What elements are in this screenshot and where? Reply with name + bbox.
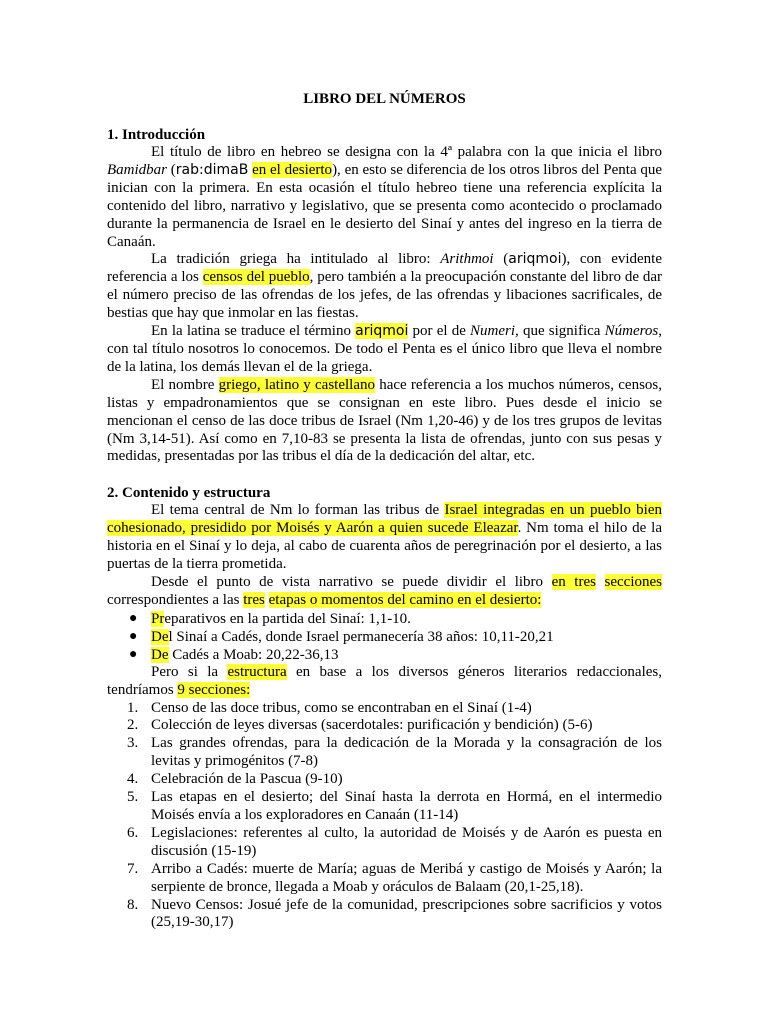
list-text: Las etapas en el desierto; del Sinaí hasta la derrota en Hormá, en el intermedio Moisés envía a los exploradores en Canaán (11-14): [151, 789, 662, 823]
text-run: (: [167, 161, 176, 178]
text-run: Desde el punto de vista narrativo se puede dividir el libro: [151, 573, 552, 590]
text-run: , que significa: [515, 323, 605, 340]
highlight: estructura: [227, 663, 287, 680]
highlight: censos del pueblo: [202, 269, 310, 286]
list-number: 2.: [127, 717, 139, 734]
list-text: Colección de leyes diversas (sacerdotales: purificación y bendición) (5-6): [151, 717, 593, 734]
paragraph-intro-1: [107, 144, 662, 251]
bullet-icon: ●: [129, 646, 138, 662]
paragraph-intro-4: [107, 377, 662, 467]
list-number: 1.: [127, 699, 139, 716]
italic-term: Arithmoi: [440, 251, 494, 268]
bullet-icon: ●: [129, 628, 138, 644]
text-run: El tema central de Nm lo forman las tribus de: [151, 502, 445, 519]
section-heading-introduccion: 1. Introducción: [107, 127, 206, 143]
list-item: [107, 861, 662, 897]
section-heading-contenido: 2. Contenido y estructura: [107, 485, 271, 502]
list-number: 8.: [127, 896, 139, 913]
text-run: El nombre: [151, 376, 219, 393]
list-number: 6.: [127, 824, 139, 841]
list-item: [107, 646, 662, 664]
greek-term: ariqmoi: [508, 251, 562, 268]
text-run: (: [493, 251, 509, 268]
highlight: secciones: [604, 573, 662, 590]
text-run: ), con evidente referencia a los: [107, 251, 663, 286]
paragraph-contenido-3: [107, 664, 662, 700]
literary-sections-list: [107, 700, 662, 933]
paragraph-intro-3: [107, 323, 662, 377]
highlight: tres: [243, 591, 265, 608]
list-item: [107, 610, 662, 628]
highlight: en tres: [551, 573, 596, 590]
list-item: [107, 771, 662, 789]
text-run: por el de: [408, 323, 471, 340]
highlight: Israel integradas en un pueblo bien cohesionado, presidido por Moisés y Aarón a quien sucede Eleazar: [107, 502, 662, 537]
list-text: Nuevo Censos: Josué jefe de la comunidad, prescripciones sobre sacrificios y votos (25,19-30,17): [151, 896, 662, 931]
list-number: 4.: [127, 771, 139, 788]
list-text: Arribo a Cadés: muerte de María; aguas de Meribá y castigo de Moisés y Aarón; la serpiente de bronce, llegada a Moab y oráculos de Balaam (20,1-25,18).: [151, 860, 662, 895]
text-run: l Sinaí a Cadés, donde Israel permanecería 38 años: 10,11-20,21: [168, 628, 554, 645]
text-run: [596, 574, 605, 590]
highlight: 9 secciones:: [177, 681, 251, 698]
list-number: 3.: [127, 735, 139, 752]
highlight: griego, latino y castellano: [218, 376, 375, 393]
text-run: . Nm toma el hilo de la historia en el Sinaí y lo deja, al cabo de cuarenta años de peregrinación por el desierto, a las puertas de la tierra prometida.: [107, 520, 663, 573]
paragraph-contenido-1: [107, 502, 662, 574]
list-item: [107, 717, 662, 735]
list-text: Celebración de la Pascua (9-10): [151, 771, 343, 788]
list-text: Censo de las doce tribus, como se encontraban en el Sinaí (1-4): [151, 699, 532, 716]
document-title: LIBRO DEL NÚMEROS: [303, 91, 466, 107]
list-item: [107, 825, 662, 861]
italic-term: Bamidbar: [107, 161, 167, 178]
narrative-sections-list: [107, 610, 662, 664]
list-number: 5.: [127, 789, 139, 806]
text-run: , pero también a la preocupación constante del libro de dar el número preciso de las ofrendas de los jefes, de las ofrendas y libaciones sacrificales, de bestias que hay que inmolar en las fiestas.: [107, 269, 663, 322]
list-text: Las grandes ofrendas, para la dedicación de la Morada y la consagración de los levitas y primogénitos (7-8): [151, 735, 662, 770]
text-run: , con tal título nosotros lo conocemos. De todo el Penta es el único libro que lleva el nombre de la latina, los demás llevan el de la griega.: [107, 323, 663, 375]
highlight: en el desierto: [252, 161, 333, 178]
text-run: ), en esto se diferencia de los otros libros del Penta que inician con la primera. En esta ocasión el título hebreo tiene una referencia explícita la contenido del libro, narrativo y legislativo, que se presenta como acontecido o proclamado durante la permanencia de Israel en le desierto del Sinaí y antes del ingreso en la tierra de Canaán.: [107, 161, 663, 250]
highlight: Pr: [151, 610, 165, 627]
greek-term-highlight: ariqmoi: [355, 323, 409, 340]
paragraph-contenido-2: [107, 574, 662, 610]
list-number: 7.: [127, 860, 139, 877]
list-item: [107, 897, 662, 933]
list-item: [107, 789, 662, 825]
text-run: correspondientes a las: [107, 591, 244, 608]
text-run: Pero si la: [151, 663, 228, 680]
highlight: De: [151, 628, 169, 645]
spacer: [107, 466, 662, 484]
text-run: La tradición griega ha intitulado al libro:: [151, 251, 441, 268]
list-item: [107, 628, 662, 646]
text-run: Cadés a Moab: 20,22-36,13: [168, 646, 339, 663]
paragraph-intro-2: [107, 251, 662, 323]
highlight: De: [151, 646, 169, 663]
text-run: eparativos en la partida del Sinaí: 1,1-10.: [164, 610, 411, 627]
bullet-icon: ●: [129, 610, 138, 626]
list-item: [107, 735, 662, 771]
text-run: El título de libro en hebreo se designa con la 4ª palabra con la que inicia el libro: [151, 144, 662, 160]
highlight: etapas o momentos del camino en el desierto:: [268, 591, 542, 608]
italic-term: Números: [604, 323, 659, 340]
text-run: hace referencia a los muchos números, censos, listas y empadronamientos que se consignan en este libro. Pues desde el inicio se mencionan el censo de las doce tribus de Israel (Nm 1,20-46) y de los tres grupos de levitas (Nm 3,14-51). Así como en 7,10-83 se presenta la lista de ofrendas, junto con sus pesas y medidas, presentadas por las tribus el día de la dedicación del altar, etc.: [107, 376, 662, 465]
text-run: En la latina se traduce el término: [151, 323, 356, 340]
list-item: [107, 700, 662, 718]
hebrew-term: rab:dimaB: [175, 161, 249, 178]
italic-term: Numeri: [470, 323, 516, 340]
list-text: Legislaciones: referentes al culto, la autoridad de Moisés y de Aarón es puesta en discusión (15-19): [151, 824, 662, 859]
text-run: en base a los diversos géneros literarios redaccionales, tendríamos: [107, 663, 662, 698]
